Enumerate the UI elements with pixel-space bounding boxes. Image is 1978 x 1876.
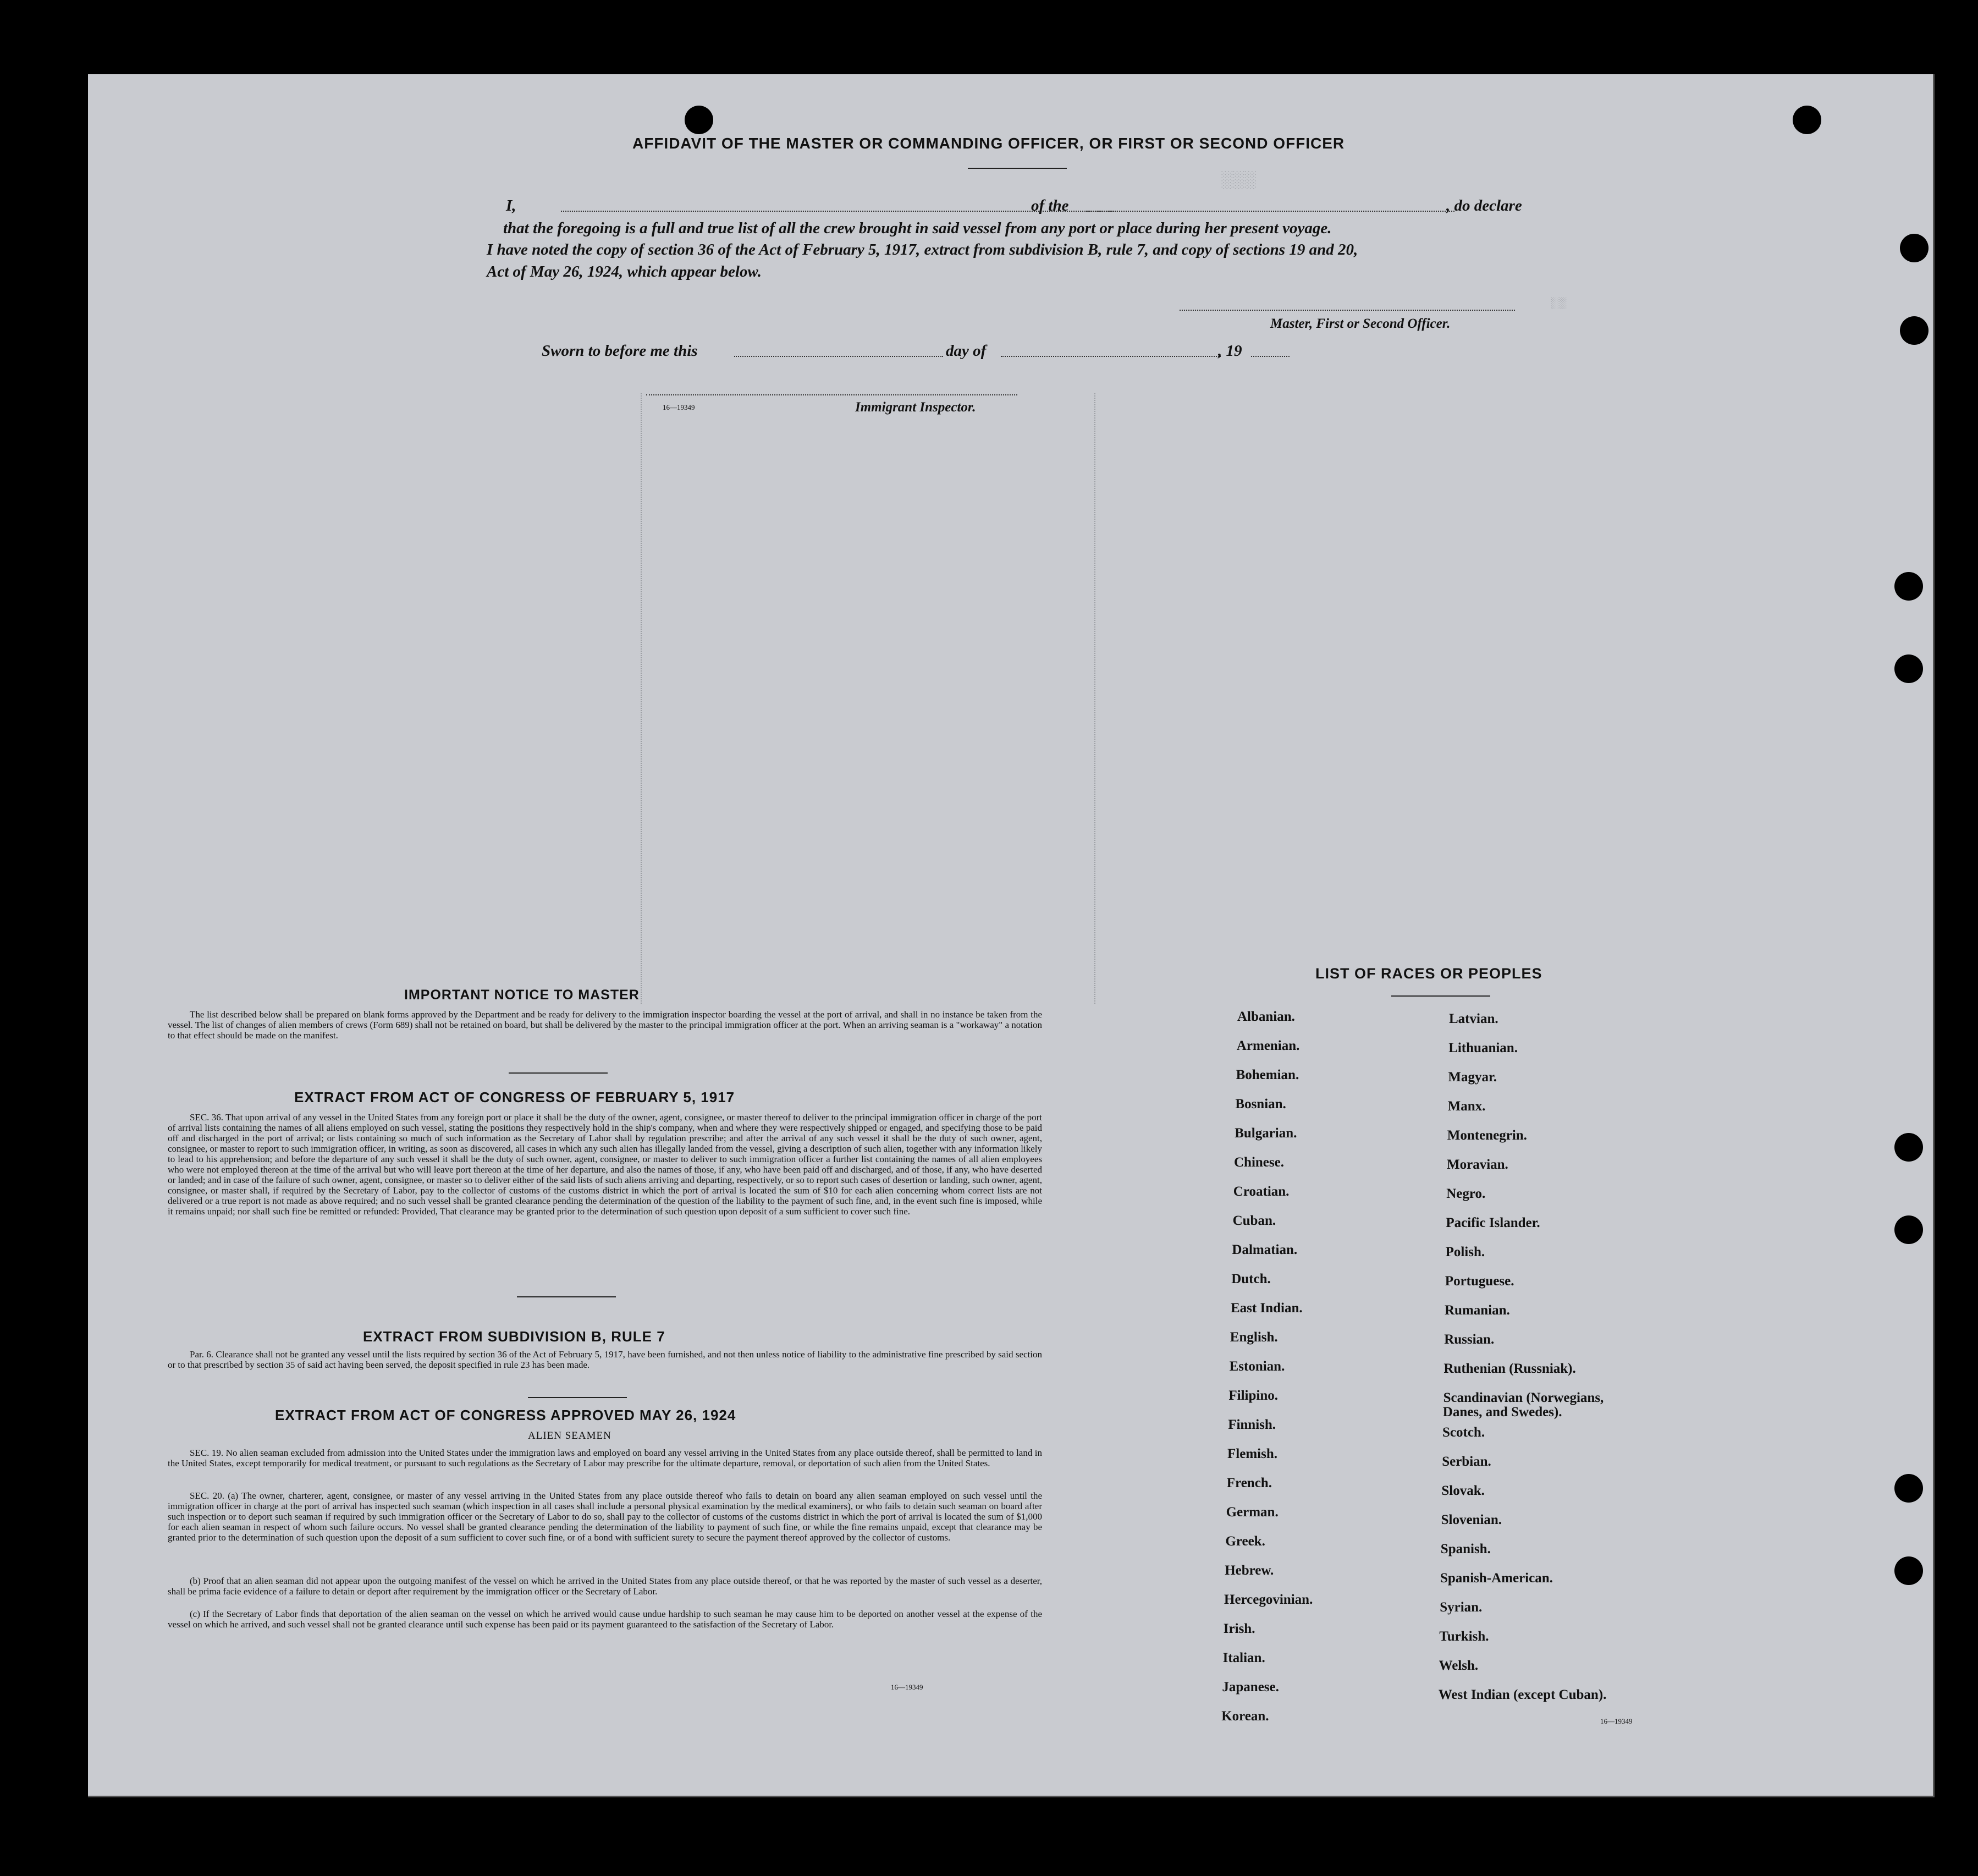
race-right-item: Negro.: [1446, 1186, 1486, 1201]
race-right-item: Lithuanian.: [1448, 1041, 1518, 1055]
race-left-item: Finnish.: [1228, 1417, 1276, 1432]
affidavit-title: AFFIDAVIT OF THE MASTER OR COMMANDING OFFICER, OR FIRST OR SECOND OFFICER: [632, 135, 1345, 152]
race-left-item: Bohemian.: [1236, 1068, 1299, 1082]
race-right-item: Russian.: [1444, 1332, 1495, 1347]
race-right-item: Danes, and Swedes).: [1442, 1405, 1562, 1420]
bleed-through-line: [641, 393, 642, 1004]
race-right-item: Welsh.: [1439, 1658, 1479, 1673]
affidavit-line-3: I have noted the copy of section 36 of the Act of February 5, 1917, extract from subdivision B, rule 7, and copy of sections 19 and 20,: [487, 241, 1358, 258]
race-right-item: Polish.: [1445, 1245, 1485, 1259]
race-right-item: Rumanian.: [1445, 1303, 1510, 1318]
section-divider: [509, 1072, 608, 1074]
punch-hole: [1793, 106, 1821, 134]
extract-1924-subtitle: ALIEN SEAMEN: [528, 1430, 611, 1442]
sworn-year: , 19: [1218, 342, 1242, 360]
race-left-item: Irish.: [1223, 1621, 1255, 1636]
extract-1917-title: EXTRACT FROM ACT OF CONGRESS OF FEBRUARY 5, 1917: [294, 1089, 735, 1105]
race-right-item: Ruthenian (Russniak).: [1443, 1361, 1576, 1376]
race-left-item: English.: [1230, 1330, 1278, 1345]
affidavit-line-2: that the foregoing is a full and true list of all the crew brought in said vessel from any port or place during her present voyage.: [503, 219, 1332, 237]
title-divider: [968, 168, 1067, 169]
sworn-month-blank[interactable]: [1001, 356, 1221, 357]
races-form-number: 16—19349: [1600, 1717, 1633, 1725]
sec20c-body: (c) If the Secretary of Labor finds that deportation of the alien seaman on the vessel on which he arrived would cause undue hardship to such seaman he may cause him to be deported on another vessel at the expense of the vessel on which he arrived, and such vessel shall not be granted clearance until such expense has been paid or its payment guaranteed to the satisfaction of the Secretary of Labor.: [168, 1609, 1042, 1630]
punch-hole: [1894, 654, 1923, 683]
affidavit-i: I,: [506, 197, 516, 214]
race-left-item: German.: [1226, 1505, 1279, 1520]
race-left-item: Dutch.: [1231, 1272, 1271, 1286]
inspector-label: Immigrant Inspector.: [855, 400, 976, 415]
punch-hole: [1894, 1133, 1923, 1162]
inspector-signature-line[interactable]: [646, 394, 1017, 395]
affidavit-form-number: 16—19349: [663, 403, 695, 411]
punch-hole: [685, 106, 713, 134]
master-signature-label: Master, First or Second Officer.: [1270, 316, 1451, 331]
race-right-item: Manx.: [1447, 1099, 1486, 1114]
race-left-item: Korean.: [1221, 1709, 1269, 1724]
races-title: LIST OF RACES OR PEOPLES: [1315, 965, 1542, 982]
race-right-item: Latvian.: [1449, 1011, 1498, 1026]
sworn-year-blank[interactable]: [1251, 356, 1290, 357]
races-divider: [1391, 995, 1490, 997]
race-right-item: Serbian.: [1442, 1454, 1491, 1469]
race-left-item: Italian.: [1222, 1651, 1265, 1665]
race-left-item: Dalmatian.: [1232, 1242, 1298, 1257]
race-right-item: Pacific Islander.: [1446, 1215, 1540, 1230]
punch-hole: [1900, 316, 1929, 345]
race-right-item: Spanish.: [1440, 1542, 1491, 1556]
extract-1917-body: SEC. 36. That upon arrival of any vessel in the United States from any foreign port or place it shall be the duty of the owner, agent, consignee, or master thereof to deliver to the principal immigration officer in charge of the port of arrival lists containing the names of all aliens employed on such vessel, stating the positions they respectively hold in the ship's company, when and where they were respectively shipped or engaged, and specifying those to be paid off and discharged in the port of arrival; or lists containing so much of such information as the Secretary of Labor shall by regulation prescribe; and after the arrival of any such vessel it shall be the duty of such owner, agent, consignee, or master to report to such immigration officer, in writing, as soon as discovered, all cases in which any such alien has illegally landed from the vessel, giving a description of such alien, together with any information likely to lead to his apprehension; and before the departure of any such vessel it shall be the duty of such owner, agent, consignee, or master to deliver to such immigration officer a further list containing the names of all alien employees who were not employed thereon at the time of the arrival but who will leave port thereon at the time of her departure, and also the names of those, if any, who have been paid off and discharged, and of those, if any, who have deserted or landed; and in case of the failure of such owner, agent, consignee, or master so to deliver either of the said lists of such aliens arriving and departing, respectively, or so to report such cases of desertion or landing, such owner, agent, consignee, or master shall, if required by the Secretary of Labor, pay to the collector of customs of the customs district in which the port of arrival is located the sum of $10 for each alien concerning whom correct lists are not delivered or a true report is not made as above required; and no such vessel shall be granted clearance pending the determination of the question of the liability to the payment of such fine, and, in the event such fine is imposed, while it remains unpaid; nor shall such fine be remitted or refunded: Provided, That clearance may be granted prior to the determination of such question upon deposit of a sum sufficient to cover such fine.: [168, 1112, 1042, 1217]
race-left-item: Japanese.: [1222, 1680, 1279, 1695]
race-left-item: French.: [1226, 1476, 1272, 1490]
race-right-item: Syrian.: [1440, 1600, 1483, 1615]
race-left-item: Hebrew.: [1225, 1563, 1274, 1578]
vessel-blank[interactable]: [1086, 211, 1454, 212]
rule7-title: EXTRACT FROM SUBDIVISION B, RULE 7: [363, 1328, 665, 1345]
bleed-through-text: ░░░: [1221, 170, 1256, 189]
extract-1924-title: EXTRACT FROM ACT OF CONGRESS APPROVED MAY 26, 1924: [275, 1407, 736, 1423]
bleed-through-text: ░░: [1551, 297, 1567, 309]
sworn-text: Sworn to before me this: [542, 342, 698, 360]
race-right-item: Turkish.: [1439, 1629, 1489, 1644]
race-right-item: Portuguese.: [1445, 1274, 1514, 1289]
race-right-item: Montenegrin.: [1447, 1128, 1527, 1143]
race-left-item: East Indian.: [1231, 1301, 1303, 1316]
punch-hole: [1894, 1556, 1923, 1585]
sec19-body: SEC. 19. No alien seaman excluded from admission into the United States under the immigration laws and employed on board any vessel arriving in the United States from any place outside thereof, shall be permitted to land in the United States, except temporarily for medical treatment, or pursuant to such regulations as the Secretary of Labor may prescribe for the ultimate departure, removal, or deportation of such alien from the United States.: [168, 1448, 1042, 1468]
punch-hole: [1900, 234, 1929, 262]
sworn-day-of: day of: [946, 342, 987, 360]
race-left-item: Albanian.: [1237, 1009, 1295, 1024]
race-right-item: Scandinavian (Norwegians,: [1443, 1390, 1604, 1405]
race-right-item: Slovenian.: [1441, 1512, 1502, 1527]
race-right-item: Moravian.: [1447, 1157, 1508, 1172]
punch-hole: [1894, 1474, 1923, 1503]
race-right-item: West Indian (except Cuban).: [1438, 1687, 1607, 1702]
race-left-item: Bosnian.: [1235, 1097, 1286, 1112]
race-left-item: Greek.: [1225, 1534, 1265, 1549]
race-left-item: Filipino.: [1228, 1388, 1279, 1403]
race-right-item: Magyar.: [1448, 1070, 1497, 1085]
sworn-day-blank[interactable]: [734, 356, 943, 357]
race-left-item: Chinese.: [1234, 1155, 1284, 1170]
race-left-item: Estonian.: [1229, 1359, 1285, 1374]
notice-title: IMPORTANT NOTICE TO MASTER: [404, 987, 640, 1003]
notice-body: The list described below shall be prepared on blank forms approved by the Department and be ready for delivery to the immigration inspector boarding the vessel at the port of arrival, and shall in no instance be taken from the vessel. The list of changes of alien members of crews (Form 689) shall not be retained on board, but shall be delivered by the master to the principal immigration officer at the port. When an arriving seaman is a "workaway" a notation to that effect should be made on the manifest.: [168, 1009, 1042, 1041]
section-divider: [528, 1397, 627, 1398]
affidavit-declare: , do declare: [1446, 197, 1522, 214]
sec20a-body: SEC. 20. (a) The owner, charterer, agent, consignee, or master of any vessel arriving in the United States from any place outside thereof who fails to detain on board any alien seaman employed on such vessel until the immigration officer in charge at the port of arrival has inspected such seaman (which inspection in all cases shall include a personal physical examination by the medical examiners), or who fails to detain such seaman on board after such inspection or to deport such seaman if required by such immigration officer or the Secretary of Labor to do so, shall pay to the collector of customs of the customs district in which the port of arrival is located the sum of $1,000 for each alien seaman in respect of whom such failure occurs. No vessel shall be granted clearance pending the determination of the liability to payment of such fine, or while the fine remains unpaid, except that clearance may be granted prior to the determination of such question upon the deposit of a sum sufficient to cover such fine, or of a bond with sufficient surety to secure the payment thereof approved by the collector of customs.: [168, 1490, 1042, 1543]
section-divider: [517, 1296, 616, 1297]
race-left-item: Hercegovinian.: [1224, 1592, 1313, 1607]
race-left-item: Cuban.: [1232, 1213, 1276, 1228]
race-right-item: Slovak.: [1441, 1483, 1485, 1498]
extract-1924-form-number: 16—19349: [891, 1683, 923, 1691]
sec20b-body: (b) Proof that an alien seaman did not appear upon the outgoing manifest of the vessel on which he arrived in the United States from any place outside thereof, or that he was reported by the master of such vessel as a deserter, shall be prima facie evidence of a failure to detain or deport after requirement by the immigration officer or the Secretary of Labor.: [168, 1576, 1042, 1597]
race-left-item: Bulgarian.: [1235, 1126, 1297, 1141]
affidavit-line-4: Act of May 26, 1924, which appear below.: [487, 263, 762, 280]
document-sheet: [88, 74, 1935, 1797]
bleed-through-line: [1094, 393, 1095, 1004]
race-left-item: Croatian.: [1233, 1184, 1290, 1199]
race-left-item: Flemish.: [1227, 1446, 1277, 1461]
rule7-body: Par. 6. Clearance shall not be granted any vessel until the lists required by section 36 of the Act of February 5, 1917, have been furnished, and not then unless notice of liability to the administrative fine prescribed by said section or to that prescribed by section 35 of said act having been served, the deposit specified in rule 23 has been made.: [168, 1349, 1042, 1370]
master-signature-line[interactable]: [1180, 310, 1515, 311]
punch-hole: [1894, 1215, 1923, 1244]
race-right-item: Scotch.: [1442, 1425, 1485, 1440]
race-left-item: Armenian.: [1236, 1038, 1300, 1053]
punch-hole: [1894, 572, 1923, 601]
race-right-item: Spanish-American.: [1440, 1571, 1553, 1586]
affidavit-of-the: of the: [1031, 197, 1069, 214]
